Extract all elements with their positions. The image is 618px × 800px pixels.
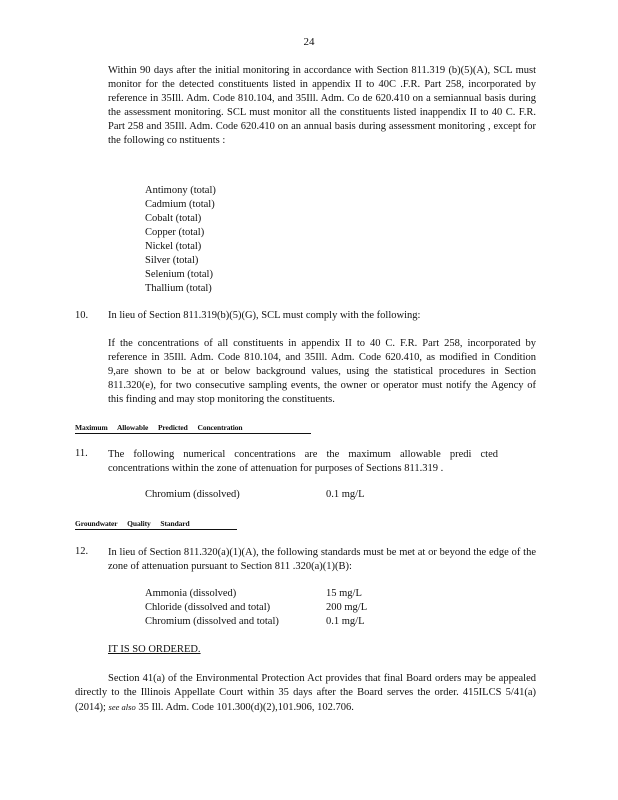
section-heading-maximum-allowable: Maximum Allowable Predicted Concentration — [75, 423, 311, 434]
constituent-name: Chromium (dissolved) — [145, 489, 240, 500]
list-item: Copper (total) — [145, 227, 205, 238]
list-item: Cadmium (total) — [145, 199, 215, 210]
final-text-before: Section 41(a) of the Environmental Protection Act provides that final Board orders may be appealed directly to the Illinois Appellate Court within 35 days after the Board serves the order. 415ILCS 5/41(a) (2014); — [75, 673, 536, 713]
constituent-value: 0.1 mg/L — [326, 489, 365, 500]
paragraph-text: If the concentrations of all constituents in appendix II to 40 C. F.R. Part 258, incorporated by reference in 35Ill. Adm. Code 810.104, and 35Ill. Adm. Code 620.410, as modified in Condition 9,are shown to be at or below background values, using the statistical procedures in Section 811.320(e), for two consecutive sampling events, the owner or operator must notify the Agency of this finding and may stop monitoring the constituents. — [108, 338, 536, 405]
constituent-value: 15 mg/L — [326, 588, 362, 599]
paragraph-text: In lieu of Section 811.320(a)(1)(A), the following standards must be met at or beyond the edge of the zone of attenuation pursuant to Section 811 .320(a)(1)(B): — [108, 547, 536, 572]
order-statement: IT IS SO ORDERED. — [108, 644, 201, 655]
list-item: Silver (total) — [145, 255, 199, 266]
section-heading-groundwater-quality: Groundwater Quality Standard — [75, 519, 237, 530]
list-item: Thallium (total) — [145, 283, 212, 294]
page-number: 24 — [303, 36, 315, 48]
constituent-value: 0.1 mg/L — [326, 616, 365, 627]
constituent-name: Chloride (dissolved and total) — [145, 602, 271, 613]
paragraph-text: The following numerical concentrations are the maximum allowable predi cted concentrations within the zone of attenuation for purposes of Sections 811.319 . — [108, 449, 498, 474]
see-also-signal: see also — [108, 702, 136, 712]
item-11-body — [108, 448, 498, 476]
constituent-value: 200 mg/L — [326, 602, 368, 613]
constituent-name: Ammonia (dissolved) — [145, 588, 237, 599]
list-item: Selenium (total) — [145, 269, 213, 280]
item-10-lead: In lieu of Section 811.319(b)(5)(G), SCL must comply with the following: — [108, 310, 421, 321]
list-item: Cobalt (total) — [145, 213, 202, 224]
item-number-10: 10. — [75, 310, 89, 321]
constituent-name: Chromium (dissolved and total) — [145, 616, 279, 627]
item-number-12: 12. — [75, 546, 89, 557]
paragraph-assessment-monitoring — [108, 64, 536, 148]
final-text-after: 35 Ill. Adm. Code 101.300(d)(2),101.906, 102.706. — [138, 702, 354, 713]
constituent-list — [145, 184, 216, 296]
final-paragraph — [75, 672, 536, 715]
paragraph-text: Within 90 days after the initial monitoring in accordance with Section 811.319 (b)(5)(A), SCL must monitor for the detected constituents listed in appendix II to 40C .F.R. Part 258, incorporated by reference in 35Ill. Adm. Code 810.104, and 35Ill. Adm. Co de 620.410 on a semiannual basis during the assessment monitoring. SCL must monitor all the constituents listed inappendix II to 40 C. F.R. Part 258 and 35Ill. Adm. Code 620.410 on an annual basis during assessment monitoring , except for the following co nstituents : — [108, 65, 536, 146]
item-12-body — [108, 546, 536, 574]
item-number-11: 11. — [75, 448, 88, 459]
paragraph-text — [75, 672, 536, 715]
list-item: Nickel (total) — [145, 241, 202, 252]
list-item: Antimony (total) — [145, 185, 216, 196]
item-10-body — [108, 337, 536, 407]
